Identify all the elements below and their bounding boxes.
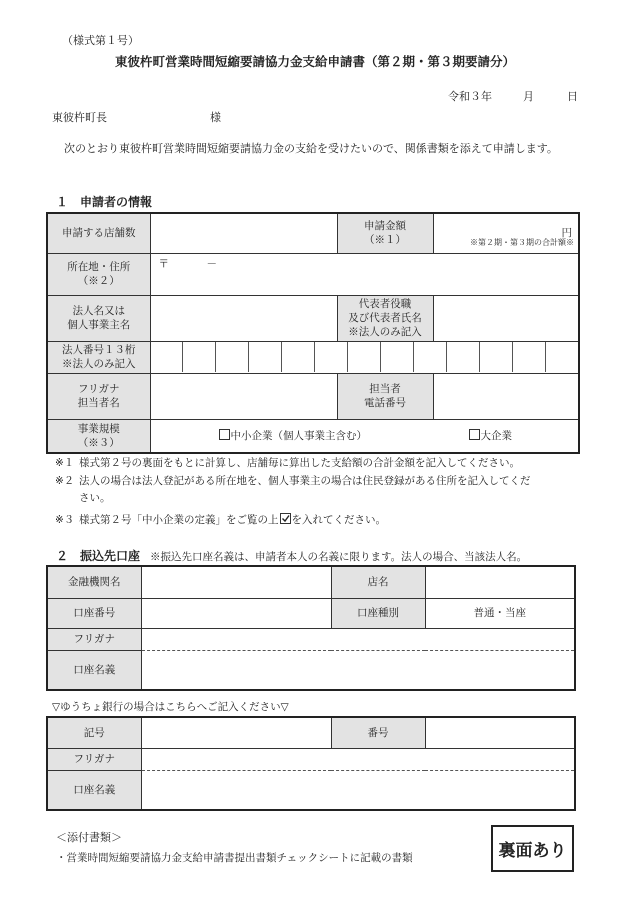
yucho-furigana-field[interactable]	[141, 748, 575, 770]
addressee	[52, 109, 221, 125]
date-day: 日	[567, 90, 578, 103]
amount-field[interactable]	[433, 213, 579, 253]
contact-name-label: フリガナ 担当者名	[47, 373, 150, 419]
address-label: 所在地・住所 （※２）	[47, 253, 150, 295]
representative-label: 代表者役職 及び代表者氏名 ※法人のみ記入	[337, 295, 433, 341]
yucho-furigana-label: フリガナ	[47, 748, 141, 770]
section2-note: ※振込先口座名義は、申請者本人の名義に限ります。法人の場合、当該法人名。	[150, 551, 528, 563]
large-enterprise-checkbox[interactable]	[469, 429, 480, 440]
account-type-value[interactable]: 普通・当座	[425, 598, 575, 628]
date-line	[448, 88, 578, 104]
note-1: ※１ 様式第２号の裏面をもとに計算し、店舗毎に算出した支給額の合計金額を記入してください。	[55, 457, 520, 469]
bank-name-label: 金融機関名	[47, 566, 141, 598]
backside-stamp: 裏面あり	[491, 825, 574, 872]
yucho-symbol-field[interactable]	[141, 717, 331, 748]
account-holder-label: 口座名義	[47, 650, 141, 690]
yen-unit: 円	[561, 227, 572, 239]
sum-note: ※第２期・第３期の合計額※	[470, 237, 574, 247]
section2-heading: ２ 振込先口座 ※振込先口座名義は、申請者本人の名義に限ります。法人の場合、当該法人名。	[56, 549, 528, 563]
intro-text: 次のとおり東彼杵町営業時間短縮要請協力金の支給を受けたいので、関係書類を添えて申請します。	[64, 142, 558, 155]
contact-phone-field[interactable]	[433, 373, 579, 419]
digit-box[interactable]	[480, 342, 513, 372]
postal-dash: －	[206, 257, 217, 270]
addressee-honorific: 様	[210, 111, 221, 124]
amount-label: 申請金額 （※１）	[337, 213, 433, 253]
digit-box[interactable]	[447, 342, 480, 372]
contact-phone-label: 担当者 電話番号	[337, 373, 433, 419]
store-count-field[interactable]	[150, 213, 337, 253]
digit-box[interactable]	[546, 342, 578, 372]
sme-option[interactable]: 中小企業（個人事業主含む）	[219, 429, 368, 443]
digit-box[interactable]	[151, 342, 184, 372]
digit-box[interactable]	[282, 342, 315, 372]
digit-box[interactable]	[183, 342, 216, 372]
account-furigana-label: フリガナ	[47, 628, 141, 650]
account-number-field[interactable]	[141, 598, 331, 628]
yucho-table	[46, 716, 576, 811]
digit-box[interactable]	[249, 342, 282, 372]
digit-box[interactable]	[414, 342, 447, 372]
account-number-label: 口座番号	[47, 598, 141, 628]
yucho-number-label: 番号	[331, 717, 425, 748]
account-type-label: 口座種別	[331, 598, 425, 628]
branch-label: 店名	[331, 566, 425, 598]
store-count-label: 申請する店舗数	[47, 213, 150, 253]
yucho-heading: ▽ゆうちょ銀行の場合はこちらへご記入ください▽	[52, 701, 289, 713]
checked-box-icon	[280, 513, 291, 524]
business-scale-label: 事業規模 （※３）	[47, 419, 150, 453]
corp-number-label: 法人番号１３桁 ※法人のみ記入	[47, 341, 150, 373]
account-holder-field[interactable]	[141, 650, 575, 690]
branch-field[interactable]	[425, 566, 575, 598]
yucho-number-field[interactable]	[425, 717, 575, 748]
yucho-holder-field[interactable]	[141, 770, 575, 810]
note-3: ※３ 様式第２号「中小企業の定義」をご覧の上 を入れてください。	[55, 514, 386, 526]
corp-number-digits	[151, 342, 579, 372]
digit-box[interactable]	[216, 342, 249, 372]
page-title: 東彼杵町営業時間短縮要請協力金支給申請書（第２期・第３期要請分）	[114, 54, 515, 69]
digit-box[interactable]	[381, 342, 414, 372]
yucho-symbol-label: 記号	[47, 717, 141, 748]
form-number: （様式第１号）	[62, 34, 139, 47]
date-month: 月	[523, 90, 534, 103]
address-field[interactable]	[150, 253, 579, 295]
business-scale-field	[150, 419, 579, 453]
bank-name-field[interactable]	[141, 566, 331, 598]
corp-name-field[interactable]	[150, 295, 337, 341]
bank-account-table	[46, 565, 576, 691]
sme-checkbox[interactable]	[219, 429, 230, 440]
corp-number-field[interactable]	[150, 341, 579, 373]
date-era: 令和３年	[448, 90, 492, 103]
account-furigana-field[interactable]	[141, 628, 575, 650]
corp-name-label: 法人名又は 個人事業主名	[47, 295, 150, 341]
large-enterprise-option[interactable]: 大企業	[469, 429, 513, 443]
addressee-name: 東彼杵町長	[52, 111, 107, 124]
yucho-holder-label: 口座名義	[47, 770, 141, 810]
digit-box[interactable]	[348, 342, 381, 372]
attachments-heading: ＜添付書類＞	[56, 831, 122, 844]
postal-mark: 〒	[158, 257, 169, 270]
representative-field[interactable]	[433, 295, 579, 341]
section1-heading: １ 申請者の情報	[56, 195, 153, 209]
note-2: ※２ 法人の場合は法人登記がある所在地を、個人事業主の場合は住民登録がある住所を記入してくだ さい。	[55, 475, 531, 504]
applicant-info-table	[46, 212, 580, 454]
contact-name-field[interactable]	[150, 373, 337, 419]
digit-box[interactable]	[315, 342, 348, 372]
digit-box[interactable]	[513, 342, 546, 372]
attachments-item: ・営業時間短縮要請協力金支給申請書提出書類チェックシートに記載の書類	[56, 852, 413, 864]
